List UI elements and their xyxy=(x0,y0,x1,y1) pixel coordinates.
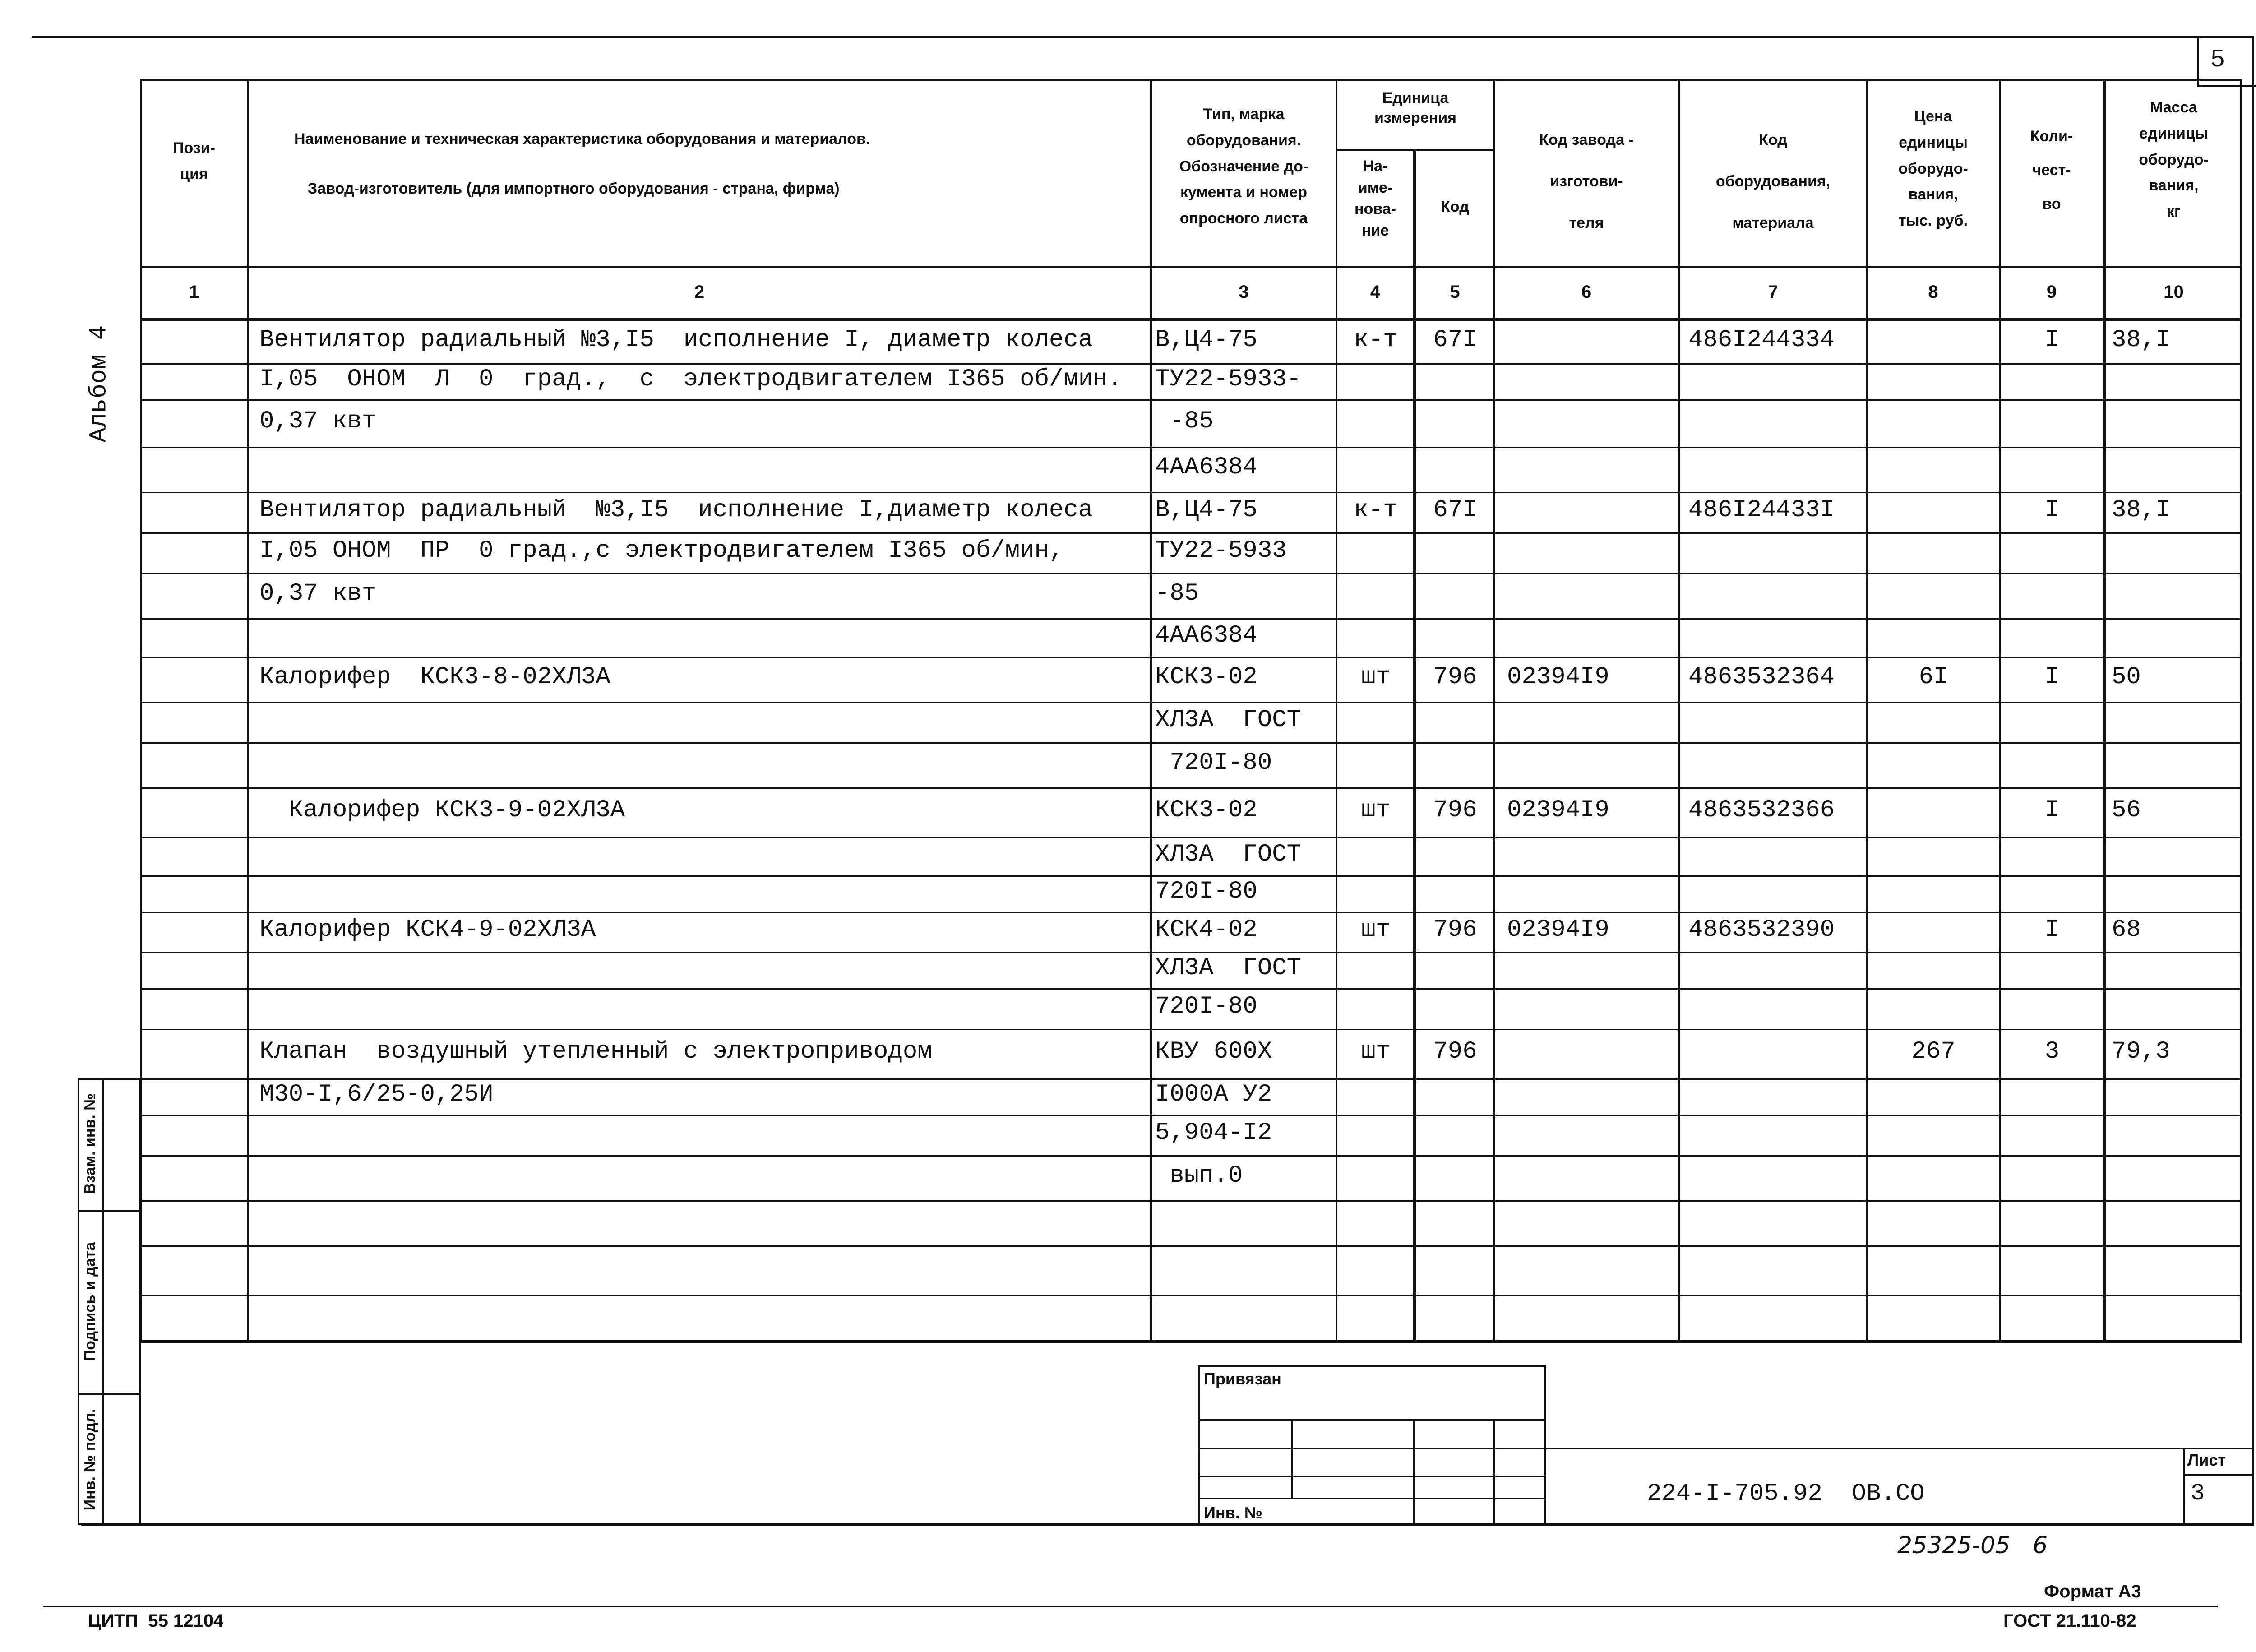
cell-c4: шт xyxy=(1361,1038,1391,1065)
handwritten-number: 25325-05 6 xyxy=(1897,1532,2048,1559)
cell-c8: 267 xyxy=(1911,1038,1956,1065)
colnum-1: 1 xyxy=(189,282,199,302)
cell-c3: КСК4-02 xyxy=(1155,916,1257,944)
header-manufacturer: Завод-изготовитель (для импортного оборудования - страна, фирма) xyxy=(308,180,840,197)
col-line-3 xyxy=(1336,79,1337,1342)
stamp-vzam-label: Взам. инв. № xyxy=(81,1093,99,1194)
cell-c3: 4АА6384 xyxy=(1155,453,1257,481)
cell-c10: 56 xyxy=(2112,796,2141,824)
row-divider xyxy=(140,618,2242,620)
cell-c3: 720I-80 xyxy=(1155,878,1257,905)
cell-c9: I xyxy=(2044,916,2060,944)
row-divider xyxy=(140,1078,2242,1080)
cell-c2: Вентилятор радиальный №3,I5 исполнение I,диаметр колеса xyxy=(259,496,1093,524)
row-divider xyxy=(140,363,2242,365)
cell-c3: ХЛ3А ГОСТ xyxy=(1155,840,1302,868)
colnum-9: 9 xyxy=(2046,282,2057,302)
cell-c4: шт xyxy=(1361,796,1391,824)
album-label: Альбом 4 xyxy=(85,325,113,443)
format-label: Формат А3 xyxy=(2044,1582,2141,1601)
cell-c3: -85 xyxy=(1155,580,1199,607)
row-divider xyxy=(140,447,2242,448)
cell-c7: 4863532364 xyxy=(1688,663,1835,691)
colnum-8: 8 xyxy=(1928,282,1938,302)
colnum-5: 5 xyxy=(1450,282,1460,302)
row-divider xyxy=(140,742,2242,744)
col-line-9 xyxy=(2103,79,2106,1342)
cell-c2: Калорифер КСК3-9-02ХЛ3А xyxy=(259,796,625,824)
cell-c9: I xyxy=(2044,326,2060,354)
unit-subheader-line xyxy=(1336,149,1494,151)
row-divider xyxy=(140,1115,2242,1116)
cell-c2: Клапан воздушный утепленный с электроприводом xyxy=(259,1038,932,1065)
cell-c10: 50 xyxy=(2112,663,2141,691)
cell-c5: 796 xyxy=(1433,796,1477,824)
cell-c3: ТУ22-5933- xyxy=(1155,366,1302,393)
header-quantity: Коли- чест- во xyxy=(2030,128,2073,213)
cell-c3: I000А У2 xyxy=(1155,1081,1272,1108)
document-code: 224-I-705.92 ОВ.СО xyxy=(1647,1480,1925,1508)
cell-c2: М30-I,6/25-0,25И xyxy=(259,1081,494,1108)
list-box-left xyxy=(2183,1448,2185,1525)
row-divider xyxy=(140,573,2242,574)
col-line-7 xyxy=(1866,79,1868,1342)
colnum-7: 7 xyxy=(1768,282,1778,302)
frame-top xyxy=(32,36,2254,38)
cell-c9: I xyxy=(2044,496,2060,524)
cell-c10: 68 xyxy=(2112,916,2141,944)
row-divider xyxy=(140,1295,2242,1296)
row-divider xyxy=(140,837,2242,838)
cell-c3: В,Ц4-75 xyxy=(1155,496,1257,524)
cell-c7: 486I24433I xyxy=(1688,496,1835,524)
col-line-1 xyxy=(247,79,249,1342)
header-bottom-line xyxy=(140,266,2242,268)
cell-c9: 3 xyxy=(2044,1038,2060,1065)
privyazan-v2 xyxy=(1413,1419,1415,1525)
cell-c2: I,05 ОНОМ ПР 0 град.,с электродвигателем I365 об/мин, xyxy=(259,537,1064,565)
cell-c7: 4863532390 xyxy=(1688,916,1835,944)
colnum-6: 6 xyxy=(1581,282,1592,302)
cell-c10: 38,I xyxy=(2112,326,2170,354)
cell-c3: 4АА6384 xyxy=(1155,621,1257,649)
cell-c5: 67I xyxy=(1433,326,1477,354)
row-divider xyxy=(140,875,2242,877)
cell-c4: к-т xyxy=(1354,326,1398,354)
row-divider xyxy=(140,988,2242,990)
colnum-bottom-line xyxy=(140,318,2242,321)
row-divider xyxy=(140,787,2242,789)
cell-c3: КВУ 600Х xyxy=(1155,1038,1272,1065)
cell-c3: КСК3-02 xyxy=(1155,663,1257,691)
frame-right xyxy=(2252,36,2254,1525)
header-unit: Единица измерения xyxy=(1374,89,1456,127)
row-divider xyxy=(140,399,2242,401)
header-mass: Масса единицы оборудо- вания, кг xyxy=(2139,99,2209,221)
cell-c3: В,Ц4-75 xyxy=(1155,326,1257,354)
cell-c2: 0,37 квт xyxy=(259,580,377,607)
colnum-4: 4 xyxy=(1370,282,1381,302)
cell-c2: Вентилятор радиальный №3,I5 исполнение I, диаметр колеса xyxy=(259,326,1093,354)
cell-c2: 0,37 квт xyxy=(259,407,377,435)
cell-c6: 02394I9 xyxy=(1507,663,1609,691)
cell-c4: шт xyxy=(1361,916,1391,944)
cell-c9: I xyxy=(2044,796,2060,824)
row-divider xyxy=(140,702,2242,703)
row-divider xyxy=(140,1155,2242,1157)
row-divider xyxy=(140,1029,2242,1030)
col-line-6 xyxy=(1678,79,1680,1342)
cell-c10: 79,3 xyxy=(2112,1038,2170,1065)
cell-c3: -85 xyxy=(1155,407,1214,435)
header-unit-name: На- име- нова- ние xyxy=(1355,157,1396,239)
header-equipment-code: Код оборудования, материала xyxy=(1715,131,1831,231)
gost-label: ГОСТ 21.110-82 xyxy=(2003,1611,2136,1631)
page-number: 5 xyxy=(2211,45,2225,72)
cell-c6: 02394I9 xyxy=(1507,916,1609,944)
cell-c3: ТУ22-5933 xyxy=(1155,537,1287,565)
cell-c3: 5,904-I2 xyxy=(1155,1119,1272,1147)
row-divider xyxy=(140,952,2242,953)
header-unit-code: Код xyxy=(1441,198,1469,215)
cell-c3: вып.0 xyxy=(1155,1162,1243,1189)
titleblock-top xyxy=(1546,1448,2254,1449)
cell-c6: 02394I9 xyxy=(1507,796,1609,824)
cell-c3: ХЛ3А ГОСТ xyxy=(1155,706,1302,734)
side-stamp-mid xyxy=(102,1078,104,1525)
cell-c7: 4863532366 xyxy=(1688,796,1835,824)
header-position: Пози- ция xyxy=(173,139,215,183)
cell-c5: 796 xyxy=(1433,663,1477,691)
list-number: 3 xyxy=(2191,1480,2205,1507)
cell-c2: Калорифер КСК4-9-02ХЛ3А xyxy=(259,916,596,944)
header-factory-code: Код завода - изготови- теля xyxy=(1539,131,1634,231)
list-label: Лист xyxy=(2187,1451,2226,1469)
row-divider xyxy=(140,532,2242,534)
cell-c8: 6I xyxy=(1919,663,1948,691)
cell-c4: к-т xyxy=(1354,496,1398,524)
privyazan-label: Привязан xyxy=(1204,1370,1281,1388)
privyazan-v3 xyxy=(1493,1419,1495,1525)
cell-c3: ХЛ3А ГОСТ xyxy=(1155,954,1302,982)
footer-line xyxy=(43,1606,2218,1607)
row-divider xyxy=(140,492,2242,493)
row-divider xyxy=(140,1200,2242,1202)
cell-c3: КСК3-02 xyxy=(1155,796,1257,824)
cell-c2: I,05 ОНОМ Л 0 град., с электродвигателем I365 об/мин. xyxy=(259,366,1122,393)
cell-c5: 796 xyxy=(1433,916,1477,944)
colnum-2: 2 xyxy=(694,282,705,302)
stamp-podpis-label: Подпись и дата xyxy=(81,1242,99,1361)
header-name: Наименование и техническая характеристика оборудования и материалов. xyxy=(294,130,870,148)
row-divider xyxy=(140,912,2242,913)
table-bottom-line xyxy=(140,1340,2242,1343)
header-price: Цена единицы оборудо- вания, тыс. руб. xyxy=(1898,108,1968,230)
citp-label: ЦИТП 55 12104 xyxy=(88,1611,224,1631)
row-divider xyxy=(140,657,2242,658)
stamp-inv-label: Инв. № подл. xyxy=(81,1408,99,1511)
cell-c5: 796 xyxy=(1433,1038,1477,1065)
inv-no-label: Инв. № xyxy=(1204,1504,1262,1522)
list-box-mid xyxy=(2183,1474,2254,1476)
row-divider xyxy=(140,1245,2242,1247)
cell-c5: 67I xyxy=(1433,496,1477,524)
frame-bottom xyxy=(81,1523,2254,1526)
cell-c2: Калорифер КСК3-8-02ХЛ3А xyxy=(259,663,610,691)
colnum-10: 10 xyxy=(2164,282,2184,302)
cell-c9: I xyxy=(2044,663,2060,691)
col-line-2 xyxy=(1150,79,1152,1342)
cell-c10: 38,I xyxy=(2112,496,2170,524)
cell-c3: 720I-80 xyxy=(1155,993,1257,1020)
cell-c3: 720I-80 xyxy=(1155,749,1272,777)
cell-c4: шт xyxy=(1361,663,1391,691)
header-type: Тип, марка оборудования. Обозначение до- кумента и номер опросного листа xyxy=(1179,106,1308,227)
col-line-5 xyxy=(1493,79,1495,1342)
cell-c7: 486I244334 xyxy=(1688,326,1835,354)
colnum-3: 3 xyxy=(1239,282,1249,302)
col-line-4 xyxy=(1413,149,1416,1342)
privyazan-v1 xyxy=(1291,1419,1293,1498)
col-line-8 xyxy=(1999,79,2001,1342)
